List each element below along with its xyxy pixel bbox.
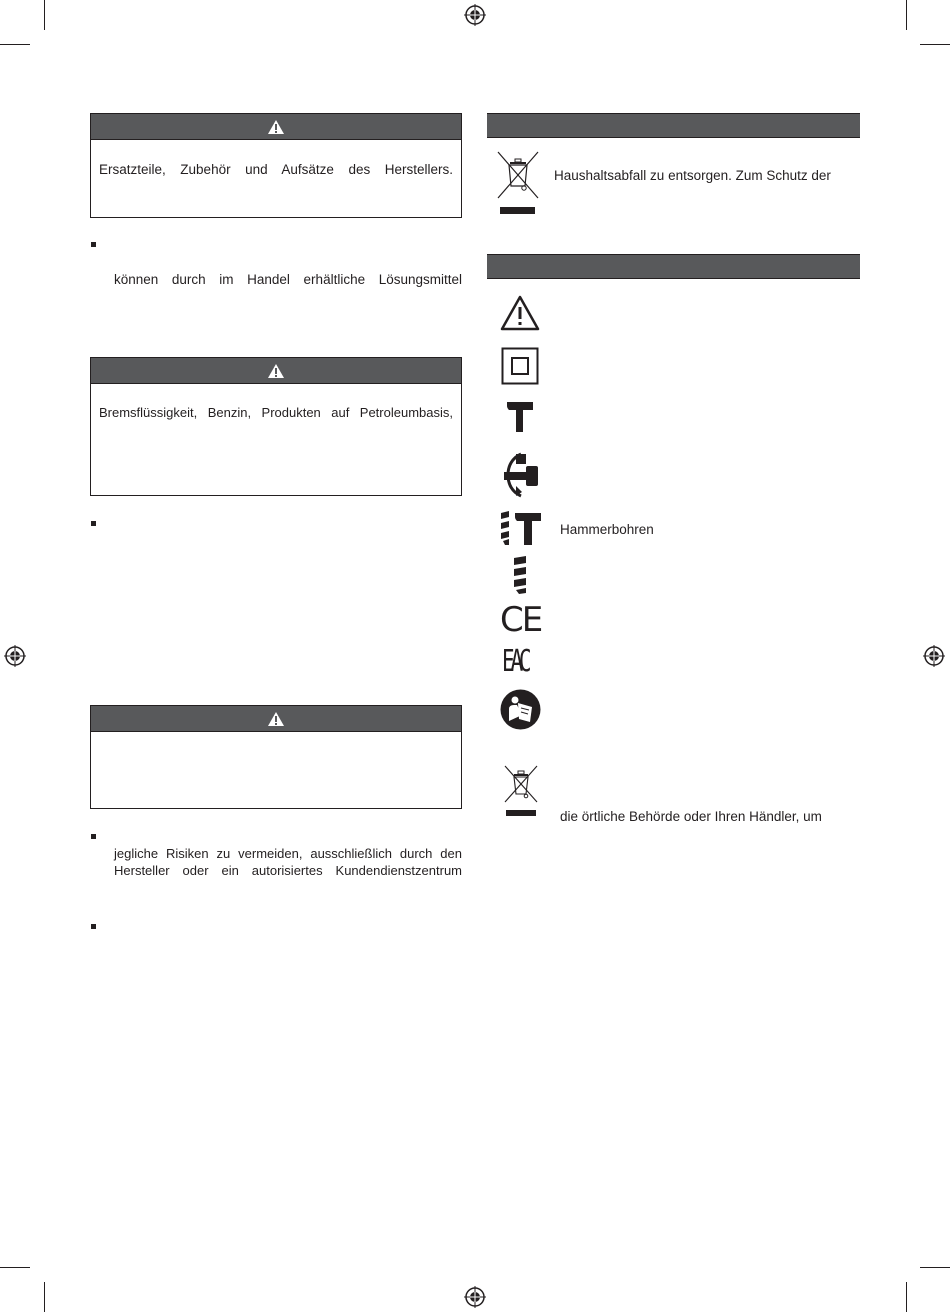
bullet-point bbox=[91, 521, 96, 526]
crop-mark bbox=[906, 1282, 907, 1312]
bullet-point bbox=[91, 834, 96, 839]
section-header-bar bbox=[487, 254, 860, 279]
crop-mark bbox=[920, 44, 950, 45]
warning-triangle-icon bbox=[267, 711, 285, 727]
rotation-stop-icon bbox=[502, 452, 540, 498]
hammer-drill-icon bbox=[499, 511, 543, 547]
paragraph-line: jegliche Risiken zu vermeiden, ausschließlich durch den bbox=[114, 846, 462, 861]
warning-box bbox=[90, 357, 462, 496]
warning-triangle-icon bbox=[267, 119, 285, 135]
section-header-bar bbox=[487, 113, 860, 138]
warning-header bbox=[91, 114, 461, 140]
warning-triangle-icon bbox=[500, 295, 540, 331]
warning-box bbox=[90, 705, 462, 809]
disposal-text: Haushaltsabfall zu entsorgen. Zum Schutz der bbox=[554, 168, 831, 183]
warning-text: Ersatzteile, Zubehör und Aufsätze des Herstellers. bbox=[99, 162, 453, 177]
hammer-icon bbox=[505, 400, 535, 434]
warning-header bbox=[91, 706, 461, 732]
crop-mark bbox=[44, 1282, 45, 1312]
crossed-bin-icon bbox=[494, 150, 542, 218]
registration-mark-icon bbox=[464, 4, 486, 26]
crossed-bin-icon bbox=[502, 764, 540, 818]
crop-mark bbox=[920, 1267, 950, 1268]
paragraph-line: Hersteller oder ein autorisiertes Kundendienstzentrum bbox=[114, 863, 462, 878]
bullet-point bbox=[91, 242, 96, 247]
registration-mark-icon bbox=[923, 645, 945, 667]
bullet-point bbox=[91, 924, 96, 929]
warning-box bbox=[90, 113, 462, 218]
eac-mark-icon: EAC bbox=[502, 644, 528, 679]
crop-mark bbox=[906, 0, 907, 30]
registration-mark-icon bbox=[4, 645, 26, 667]
registration-mark-icon bbox=[464, 1286, 486, 1308]
crop-mark bbox=[0, 44, 30, 45]
double-insulation-icon bbox=[501, 347, 539, 385]
hammer-drill-label: Hammerbohren bbox=[560, 522, 654, 537]
disposal-label: die örtliche Behörde oder Ihren Händler, um bbox=[560, 809, 822, 824]
read-manual-icon bbox=[500, 689, 541, 730]
ce-mark-icon: CE bbox=[500, 600, 542, 640]
crop-mark bbox=[44, 0, 45, 30]
warning-triangle-icon bbox=[267, 363, 285, 379]
drill-bit-icon bbox=[512, 556, 528, 594]
crop-mark bbox=[0, 1267, 30, 1268]
paragraph-text: können durch im Handel erhältliche Lösungsmittel bbox=[114, 272, 462, 287]
warning-header bbox=[91, 358, 461, 384]
warning-text: Bremsflüssigkeit, Benzin, Produkten auf Petroleumbasis, bbox=[99, 405, 453, 420]
